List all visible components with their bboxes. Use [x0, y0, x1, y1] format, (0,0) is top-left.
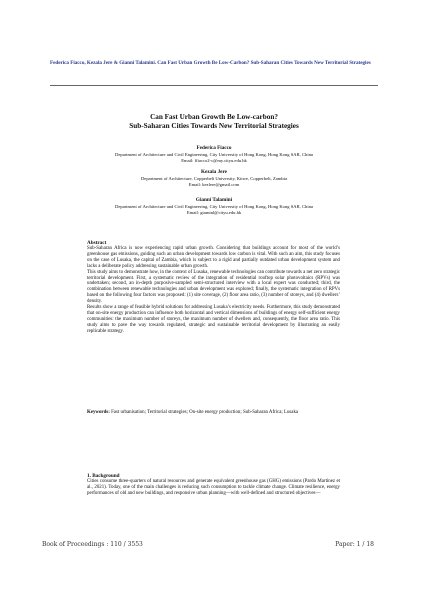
- abstract-heading: Abstract: [87, 240, 107, 246]
- author-email: Email: kezlere@gmail.com: [188, 181, 240, 187]
- abstract-paragraph-3: Results show a range of feasible hybrid solutions for addressing Lusaka’s electricity needs. Furthermore, this study demonstrated that on-site energy production can influence both horizontal and vertical dimensions of buildings of energy self-sufficient energy communities: the maximum number of storeys, the maximum number of dwellers and, consequently, the floor area ratio. This study aims to pave the way towards regulated, strategic and sustainable territorial development by illustrating an easily replicable strategy.: [87, 305, 340, 334]
- title-line-2: Sub-Saharan Cities Towards New Territorial Strategies: [129, 122, 299, 130]
- abstract-paragraph-2: This study aims to demonstrate how, in the context of Lusaka, renewable technologies can contribute towards a net zero strategic territorial development. First, a systematic review of the integration of residential rooftop solar photovoltaics (RPVs) was undertaken; second, an in-depth purposive-sampled semi-structured interview with a local expert was conducted; third, the combination between renewable technologies and urban development was explored; finally, the systematic integration of RPVs based on the following four factors was proposed: (1) site coverage, (2) floor area ratio, (3) number of storeys, and (4) dwellers’ density.: [87, 269, 340, 305]
- abstract-paragraph-1: Sub-Saharan Africa is now experiencing rapid urban growth. Considering that buildings account for most of the world’s greenhouse gas emissions, guiding such an urban development towards low carbon is vital. With such an aim, this study focuses on the case of Lusaka, the capital of Zambia, which is subject to a rigid and partially outdated urban development system and lacks a deliberate policy addressing sustainable urban growth.: [87, 246, 340, 269]
- author-block-2: [50, 169, 378, 187]
- keywords-label: Keywords:: [87, 410, 110, 415]
- author-email: Email: gtaminl@cityu.edu.hk: [186, 209, 242, 215]
- author-affiliation: Department of Architecture, Copperbelt University, Kitwe, Copperbelt, Zambia: [140, 176, 288, 181]
- author-block-3: [50, 197, 378, 215]
- background-section: [87, 473, 340, 497]
- footer-paper-page: Paper: 1 / 18: [335, 541, 374, 548]
- paper-title: [50, 113, 378, 131]
- background-heading: 1. Background: [87, 473, 120, 479]
- header-rule: [50, 85, 378, 86]
- author-email: Email: ffiacco2-c@my.cityu.edu.hk: [181, 157, 247, 163]
- footer-proceedings-page: Book of Proceedings : 110 / 3553: [42, 541, 143, 548]
- keywords-text: Fast urbanisation; Territorial strategies; On-site energy production; Sub-Saharan Africa; Lusaka: [111, 410, 299, 415]
- author-affiliation: Department of Architecture and Civil Engineering, City University of Hong Kong, Hong Kong SAR, China: [115, 152, 313, 157]
- author-block-1: [50, 145, 378, 163]
- author-name: Kezala Jere: [201, 169, 227, 175]
- author-name: Gianni Talamini: [195, 197, 233, 203]
- abstract-section: [87, 240, 340, 335]
- author-affiliation: Department of Architecture and Civil Engineering, City University of Hong Kong, Hong Kong SAR, China: [115, 204, 313, 209]
- running-head: Federica Fiacco, Kezala Jere & Gianni Talamini. Can Fast Urban Growth Be Low-Carbon? Sub-Saharan Cities Towards New Territorial Strategies: [50, 60, 371, 66]
- author-name: Federica Fiacco: [196, 145, 232, 151]
- background-paragraph: Cities consume three-quarters of natural resources and generate equivalent greenhouse gas (GHG) emissions (Pardo Martínez et al., 2021). Today, one of the main challenges is reducing such consumption to tackle climate change. Climate resilience, energy performances of old and new buildings, and responsive urban planning—with well-defined and structured objectives—: [87, 479, 340, 497]
- keywords-section: [87, 410, 340, 416]
- title-line-1: Can Fast Urban Growth Be Low-carbon?: [150, 113, 278, 121]
